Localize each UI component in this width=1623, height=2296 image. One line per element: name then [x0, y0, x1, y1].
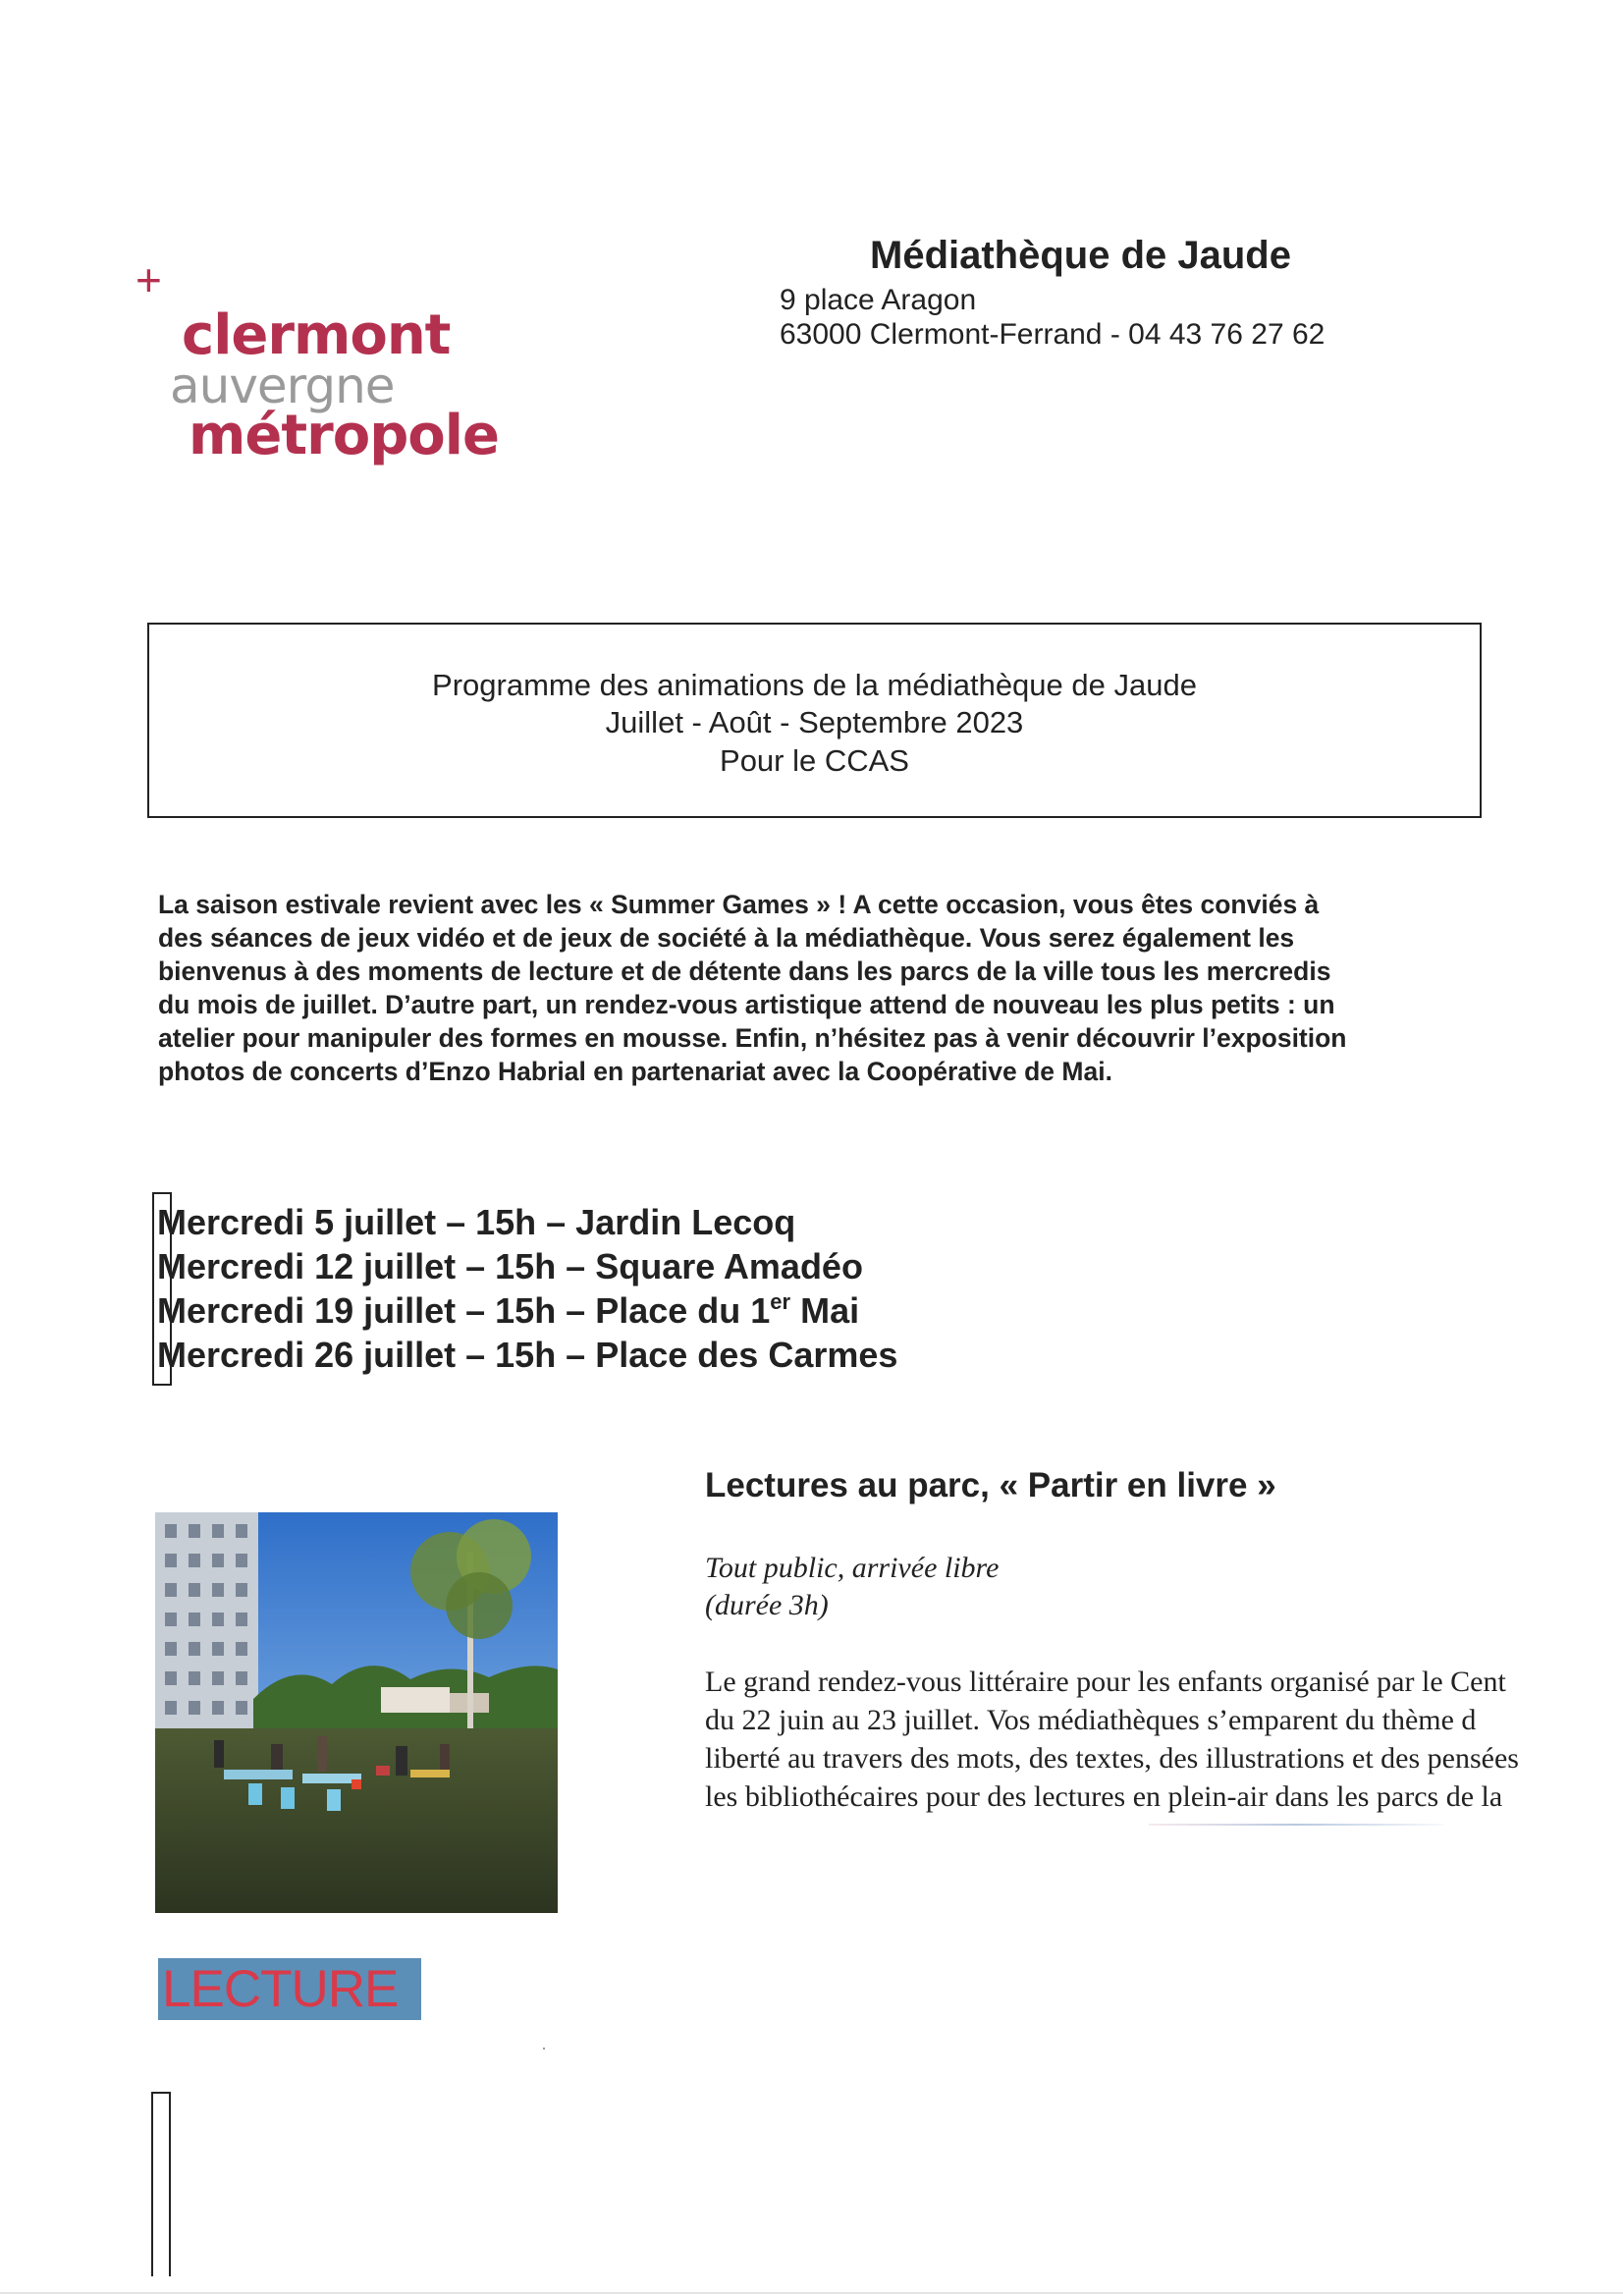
intro-line: atelier pour manipuler des formes en mousse. Enfin, n’hésitez pas à venir découvrir l’exposition	[158, 1023, 1347, 1053]
description-line: du 22 juin au 23 juillet. Vos médiathèques s’emparent du thème d	[705, 1704, 1477, 1736]
schedule-item-superscript: er	[770, 1289, 791, 1314]
intro-line: du mois de juillet. D’autre part, un rendez-vous artistique attend de nouveau les plus petits : un	[158, 990, 1335, 1019]
bottom-bracket	[151, 2092, 171, 2276]
program-audience: Pour le CCAS	[720, 743, 909, 778]
program-period: Juillet - Août - Septembre 2023	[605, 705, 1024, 739]
logo-line-metropole: métropole	[189, 404, 499, 467]
description-line: les bibliothécaires pour des lectures en plein-air dans les parcs de la	[705, 1780, 1503, 1813]
intro-line: bienvenus à des moments de lecture et de détente dans les parcs de la ville tous les mercredis	[158, 957, 1331, 986]
scan-underline	[1149, 1824, 1443, 1826]
description-line: Le grand rendez-vous littéraire pour les enfants organisé par le Cent	[705, 1666, 1506, 1698]
schedule-item: Mercredi 12 juillet – 15h – Square Amadéo	[157, 1246, 863, 1286]
schedule-item: Mercredi 26 juillet – 15h – Place des Carmes	[157, 1335, 898, 1375]
description-line: liberté au travers des mots, des textes, des illustrations et des pensées	[705, 1742, 1519, 1775]
event-duration: (durée 3h)	[705, 1589, 829, 1621]
intro-line: photos de concerts d’Enzo Habrial en partenariat avec la Coopérative de Mai.	[158, 1057, 1112, 1086]
event-title: Lectures au parc, « Partir en livre »	[705, 1466, 1276, 1504]
logo-line-auvergne: auvergne	[170, 357, 395, 414]
address-city-phone: 63000 Clermont-Ferrand - 04 43 76 27 62	[780, 318, 1325, 351]
schedule-list	[157, 1200, 897, 1377]
event-description	[705, 1663, 1600, 1816]
schedule-item: Mercredi 5 juillet – 15h – Jardin Lecoq	[157, 1202, 796, 1242]
schedule-item	[157, 1288, 897, 1333]
park-reading-photo	[155, 1512, 558, 1913]
library-name: Médiathèque de Jaude	[870, 234, 1291, 277]
lecture-badge: LECTURE	[158, 1958, 421, 2020]
event-audience	[705, 1550, 999, 1624]
event-audience-line: Tout public, arrivée libre	[705, 1552, 1000, 1584]
intro-paragraph	[158, 888, 1493, 1088]
intro-line: des séances de jeux vidéo et de jeux de société à la médiathèque. Vous serez également les	[158, 923, 1295, 953]
logo-line-clermont: clermont	[182, 303, 451, 367]
intro-line: La saison estivale revient avec les « Summer Games » ! A cette occasion, vous êtes conviés à	[158, 890, 1320, 919]
schedule-item-text: Mercredi 19 juillet – 15h – Place du 1	[157, 1290, 771, 1331]
page-bottom-rule	[0, 2292, 1623, 2294]
scan-speck	[543, 2048, 545, 2050]
address-street: 9 place Aragon	[780, 284, 977, 316]
schedule-item-text: Mai	[790, 1290, 860, 1331]
program-title: Programme des animations de la médiathèque de Jaude	[432, 668, 1197, 702]
logo-plus-icon: +	[135, 254, 162, 305]
